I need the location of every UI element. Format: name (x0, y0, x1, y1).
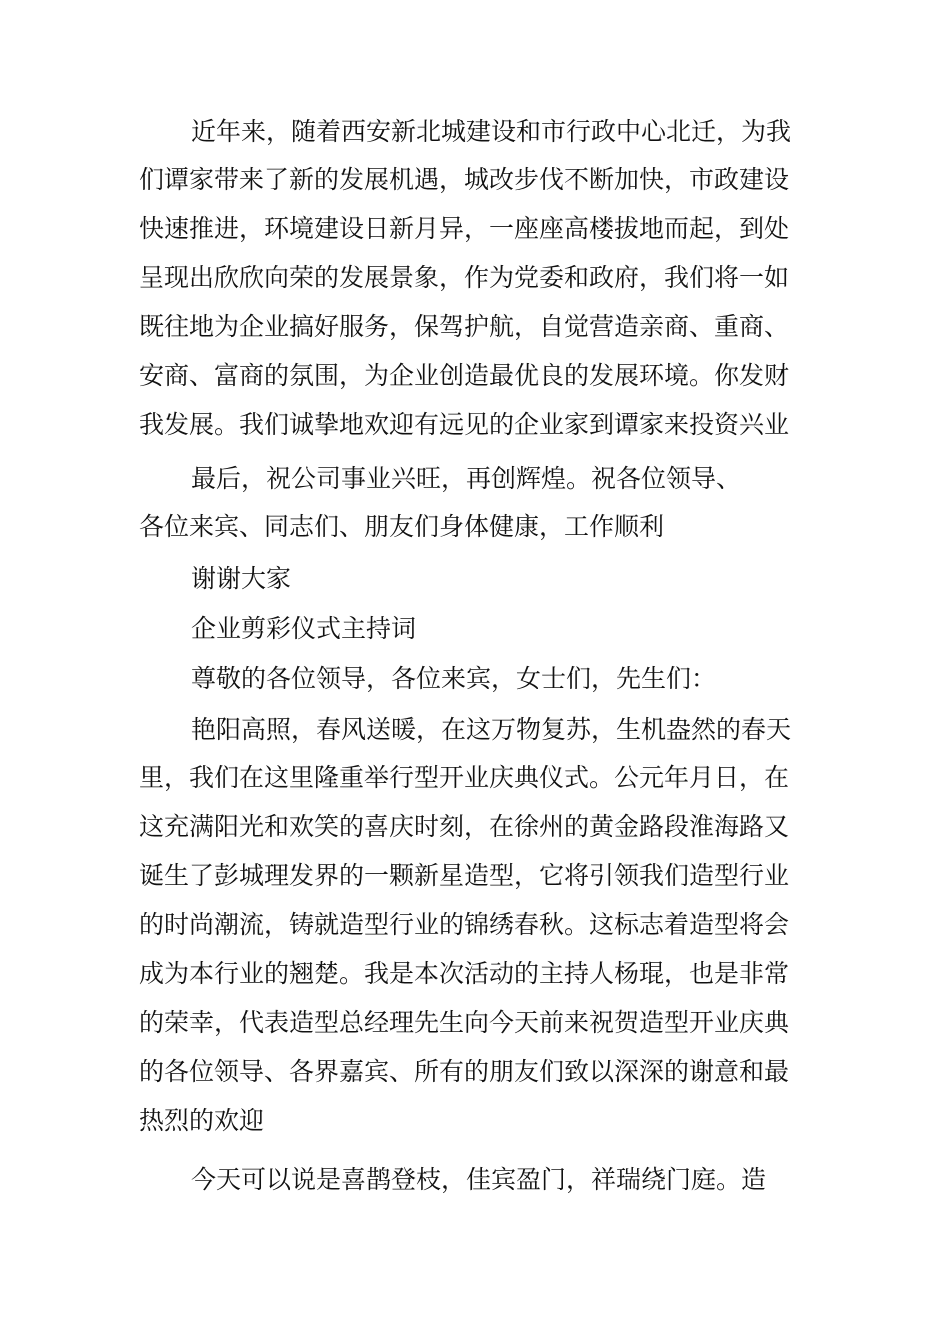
paragraph-line: 这充满阳光和欢笑的喜庆时刻，在徐州的黄金路段淮海路又 (139, 812, 790, 841)
paragraph-line: 今天可以说是喜鹊登枝，佳宾盈门，祥瑞绕门庭。造 (191, 1165, 767, 1194)
paragraph-line: 艳阳高照，春风送暖，在这万物复苏，生机盎然的春天 (191, 715, 792, 744)
paragraph-line: 成为本行业的翘楚。我是本次活动的主持人杨琨，也是非常 (139, 959, 790, 988)
paragraph-line: 的荣幸，代表造型总经理先生向今天前来祝贺造型开业庆典 (139, 1008, 790, 1037)
paragraph-line: 各位来宾、同志们、朋友们身体健康，工作顺利 (139, 512, 665, 541)
paragraph-line: 既往地为企业搞好服务，保驾护航，自觉营造亲商、重商、 (139, 312, 790, 341)
section-title: 企业剪彩仪式主持词 (191, 614, 417, 643)
paragraph-line: 近年来，随着西安新北城建设和市行政中心北迁，为我 (191, 117, 792, 146)
salutation: 尊敬的各位领导，各位来宾，女士们，先生们： (191, 664, 717, 693)
paragraph-line: 里，我们在这里隆重举行型开业庆典仪式。公元年月日，在 (139, 763, 790, 792)
paragraph-line: 谢谢大家 (191, 564, 292, 593)
paragraph-line: 快速推进，环境建设日新月异，一座座高楼拔地而起，到处 (139, 214, 790, 243)
paragraph-line: 热烈的欢迎 (139, 1106, 265, 1135)
paragraph-line: 的各位领导、各界嘉宾、所有的朋友们致以深深的谢意和最 (139, 1057, 790, 1086)
paragraph-line: 最后，祝公司事业兴旺，再创辉煌。祝各位领导、 (191, 464, 742, 493)
paragraph-line: 安商、富商的氛围，为企业创造最优良的发展环境。你发财 (139, 361, 790, 390)
paragraph-line: 的时尚潮流，铸就造型行业的锦绣春秋。这标志着造型将会 (139, 910, 790, 939)
paragraph-line: 呈现出欣欣向荣的发展景象，作为党委和政府，我们将一如 (139, 263, 790, 292)
paragraph-line: 们谭家带来了新的发展机遇，城改步伐不断加快，市政建设 (139, 165, 790, 194)
paragraph-line: 我发展。我们诚挚地欢迎有远见的企业家到谭家来投资兴业 (139, 410, 790, 439)
paragraph-line: 诞生了彭城理发界的一颗新星造型，它将引领我们造型行业 (139, 861, 790, 890)
